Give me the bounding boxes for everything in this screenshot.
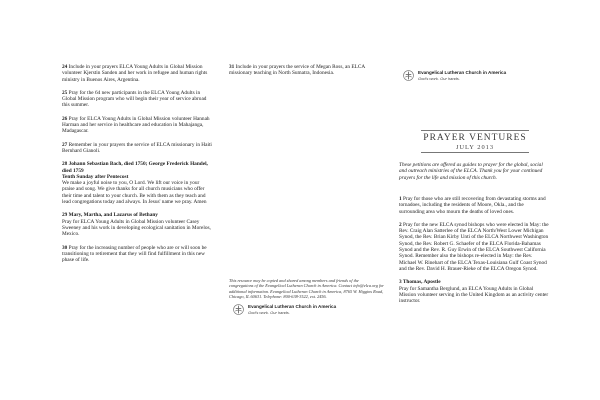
entry-number: 27 <box>62 141 68 148</box>
entry-text: Include in your prayers the service of Megan Ross, an ELCA missionary teaching in North Sumatra, Indonesia. <box>229 64 365 77</box>
logo-name: Evangelical Lutheran Church in America <box>418 70 507 75</box>
entry-heading: Johann Sebastian Bach, died 1750; George Frederick Handel, died 1759 <box>62 161 208 174</box>
entry-number: 2 <box>399 221 402 228</box>
entry-text: Pray for those who are still recovering from devastating storms and tornadoes, including the residents of Moore, Okla., and the surrounding area who mourn the deaths of loved ones. <box>399 196 546 215</box>
entry-number: 30 <box>62 244 68 251</box>
entry-number: 1 <box>399 196 402 202</box>
page-subtitle: JULY 2013 <box>455 144 495 151</box>
prayer-entry-25 <box>62 90 212 109</box>
entry-heading: Mary, Martha, and Lazarus of Bethany <box>68 212 158 219</box>
logo-tagline: God's work. Our hands. <box>418 75 460 81</box>
page-title: PRAYER VENTURES <box>423 133 527 143</box>
entry-number: 3 <box>399 279 402 286</box>
entry-number: 25 <box>62 89 68 96</box>
prayer-entry-28 <box>62 161 212 205</box>
middle-panel <box>229 64 379 84</box>
prayer-entry-24 <box>62 64 212 83</box>
entry-text: We make a joyful noise to you, O Lord. We lift our voice in your praise and song. We give thanks for all church musicians who offer their time and talent to your church. Be with them as they teach and lead congregations today and always. In Jesus' name we pray. Amen <box>62 180 207 206</box>
logo-tagline: God's work. Our hands. <box>248 309 290 315</box>
elca-cross-icon <box>233 304 244 315</box>
prayer-entry-31 <box>229 64 379 77</box>
prayer-entry-27 <box>62 142 212 155</box>
entry-number: 28 <box>62 161 68 168</box>
entry-number: 24 <box>62 64 68 70</box>
entry-text: Include in your prayers ELCA Young Adults in Global Mission volunteer Kjerstin Sanden and her work in refugee and human rights ministry in Buenos Aires, Argentina. <box>62 64 208 83</box>
logo-name: Evangelical Lutheran Church in America <box>248 304 337 309</box>
entry-text: Pray for ELCA Young Adults in Global Mission volunteer Casey Sweeney and his work in developing ecological sanitation in Morelos, Mexico. <box>62 218 211 238</box>
entry-number: 29 <box>62 212 68 219</box>
resource-note: This resource may be copied and shared among members and friends of the congregations of the Evangelical Lutheran Church in America. Contact info@elca.org for additional information. Evangelical Lutheran Church in America, 8765 W. Higgins Road, Chicago, IL 60631. Telephone: 800-638-3522, ext. 2456. <box>229 278 384 299</box>
intro-text: These petitions are offered as guides to prayer for the global, social and outreach ministries of the ELCA. Thank you for your continued prayers for the life and mission of this church. <box>399 162 543 181</box>
entry-text: Pray for the new ELCA synod bishops who were elected in May: the Rev. Craig Alan Satterlee of the ELCA North/West Lower Michigan Synod, the Rev. Brian Kirby Unti of the ELCA Northwest Washington Synod, the Rev. Robert G. Schaefer of the ELCA Florida-Bahamas Synod and the Rev. R. Guy Erwin of the ELCA Southwest California Synod. Remember also the bishops re-elected in May: the Rev. Michael W. Rinehart of the ELCA Texas-Louisiana Gulf Coast Synod and the Rev. David H. Brauer-Rieke of the ELCA Oregon Synod. <box>399 221 549 272</box>
entry-number: 31 <box>229 64 235 70</box>
prayer-entry-26 <box>62 116 212 135</box>
title-block <box>415 130 535 153</box>
elca-logo-top <box>403 70 506 81</box>
entry-text: Pray for the increasing number of people who are or will soon be transitioning to retirement that they will find fulfillment in this new phase of life. <box>62 244 207 264</box>
entry-text: Pray for Samantha Berglund, an ELCA Young Adults in Global Mission volunteer serving in the United Kingdom as an activity center instructor. <box>399 285 549 305</box>
prayer-entry-2 <box>399 222 549 272</box>
entry-text: Pray for ELCA Young Adults in Global Mission volunteer Hannah Harman and her service in healthcare and education in Mahajanga, Madagascar. <box>62 115 210 135</box>
prayer-entry-1 <box>399 196 549 215</box>
elca-cross-icon <box>403 70 414 81</box>
title-rule-bottom <box>421 152 529 153</box>
right-panel-entries <box>399 196 549 311</box>
entry-subheading: Tenth Sunday after Pentecost <box>62 173 129 180</box>
prayer-entry-29 <box>62 212 212 237</box>
prayer-entry-30 <box>62 245 212 264</box>
prayer-entry-3 <box>399 279 549 304</box>
entry-text: Pray for the 64 new participants in the ELCA Young Adults in Global Mission program who will begin their year of service abroad this summer. <box>62 89 207 109</box>
entry-heading: Thomas, Apostle <box>402 279 441 286</box>
elca-logo-bottom <box>233 304 336 315</box>
left-panel <box>62 64 212 270</box>
entry-text: Remember in your prayers the service of ELCA missionary in Haiti Bernhard Gianoli. <box>62 141 212 154</box>
entry-number: 26 <box>62 115 68 122</box>
